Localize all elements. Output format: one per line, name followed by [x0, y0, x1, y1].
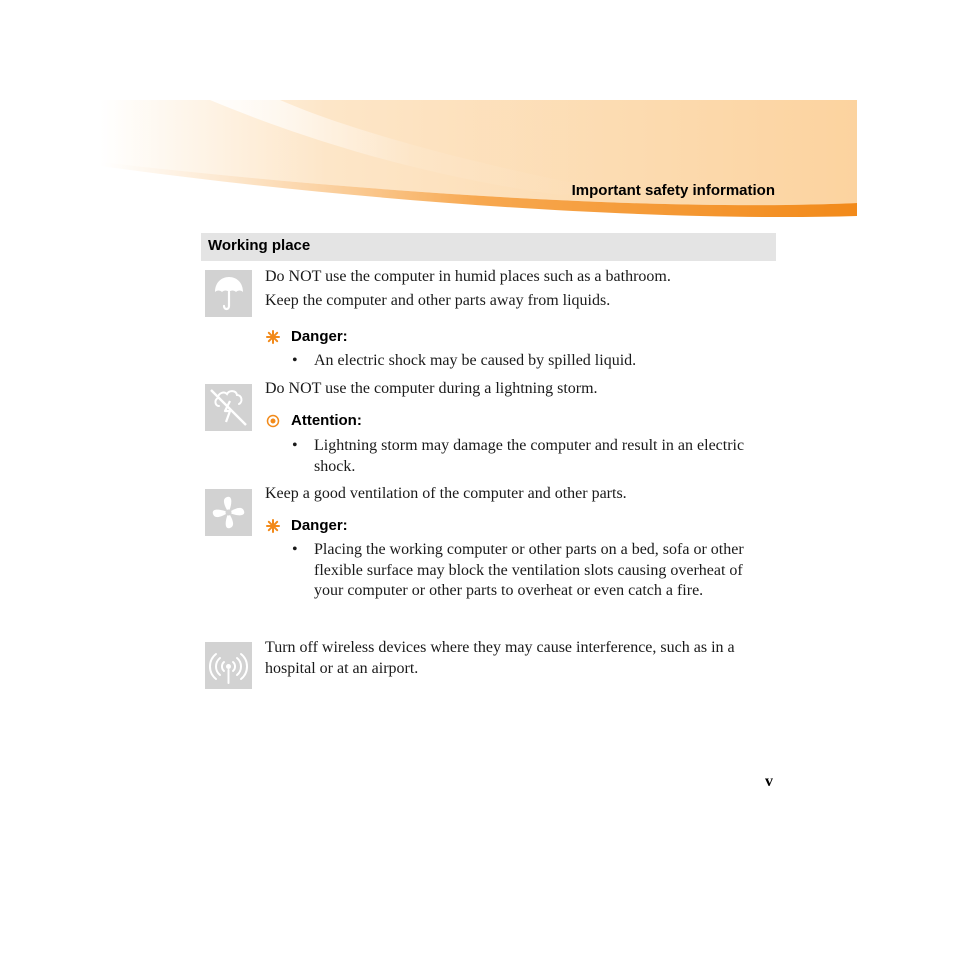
list-item-text: Placing the working computer or other parts on a bed, sofa or other flexible surface may block the ventilation slots causing overheat of your computer or other parts to overheat or even catch a fire.: [314, 541, 744, 599]
attention-icon: [266, 414, 280, 428]
list-item: [292, 436, 762, 477]
note-label: Attention:: [291, 412, 362, 429]
list-item-text: An electric shock may be caused by spilled liquid.: [314, 352, 637, 369]
bullet-symbol: •: [292, 541, 298, 558]
ventilation-text: [265, 484, 775, 505]
bullet-symbol: •: [292, 352, 298, 369]
list-item-text: Lightning storm may damage the computer and result in an electric shock.: [314, 437, 745, 475]
danger-note: [266, 517, 348, 534]
text-line: Keep the computer and other parts away from liquids.: [265, 292, 611, 309]
attention-note: [266, 412, 362, 429]
humid-warning-text: [265, 267, 775, 312]
section-title: Working place: [208, 237, 311, 254]
text-line: Do NOT use the computer in humid places such as a bathroom.: [265, 268, 671, 285]
header-banner: [100, 100, 857, 220]
text-line: Keep a good ventilation of the computer and other parts.: [265, 485, 627, 502]
text-line: Turn off wireless devices where they may cause interference, such as in a hospital or at an airport.: [265, 639, 735, 677]
wireless-warning-text: [265, 638, 775, 679]
note-label: Danger:: [291, 328, 348, 345]
danger-note: [266, 328, 348, 345]
text-line: Do NOT use the computer during a lightning storm.: [265, 380, 598, 397]
section-bar: [201, 233, 776, 261]
bullet-symbol: •: [292, 437, 298, 454]
list-item: [292, 540, 762, 602]
fan-icon: [205, 489, 252, 536]
wireless-icon: [205, 642, 252, 689]
list-item: [292, 351, 762, 372]
note-label: Danger:: [291, 517, 348, 534]
no-lightning-icon: [205, 384, 252, 431]
page-number: v: [765, 773, 773, 790]
lightning-warning-text: [265, 379, 775, 400]
danger-icon: [266, 330, 280, 344]
page-header-title: Important safety information: [571, 182, 775, 199]
danger-icon: [266, 519, 280, 533]
umbrella-icon: [205, 270, 252, 317]
